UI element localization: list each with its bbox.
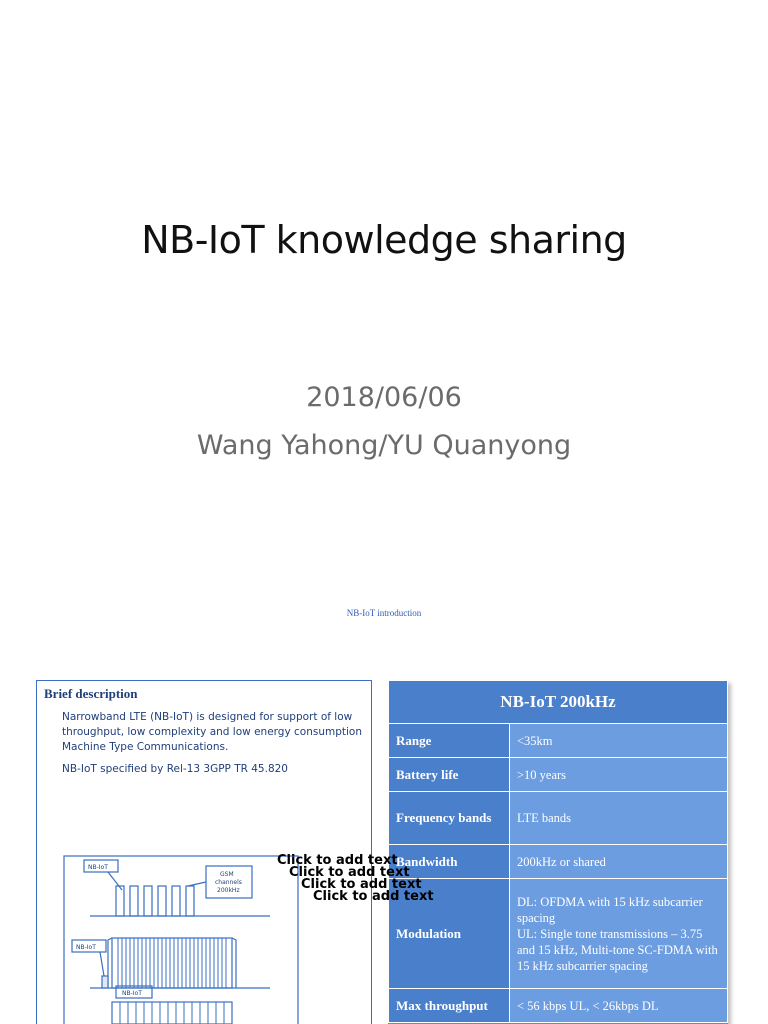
table-row (389, 758, 728, 792)
row-key-modulation: Modulation (389, 879, 510, 989)
row-value-bandwidth: 200kHz or shared (510, 845, 728, 879)
table-row (389, 879, 728, 989)
text-placeholder-1[interactable]: Click to add text (277, 853, 398, 868)
table-row (389, 845, 728, 879)
row-key-range: Range (389, 724, 510, 758)
table-row (389, 989, 728, 1023)
slide-authors: Wang Yahong/YU Quanyong (196, 430, 572, 461)
table-header: NB-IoT 200kHz (389, 681, 728, 724)
row-key-bandwidth: Bandwidth (389, 845, 510, 879)
modulation-dl: DL: OFDMA with 15 kHz subcarrier spacing (517, 894, 703, 925)
spec-table-panel (388, 680, 728, 1024)
modulation-ul: UL: Single tone transmissions – 3.75 and 15 kHz, Multi-tone SC-FDMA with 15 kHz subcarrier spacing (517, 926, 718, 973)
slide-date: 2018/06/06 (306, 382, 462, 413)
spec-table (388, 680, 728, 1023)
brief-paragraph-1: Narrowband LTE (NB-IoT) is designed for support of low throughput, low complexity and low energy consumption Machine Type Communications. (62, 711, 362, 753)
section-link[interactable]: NB-IoT introduction (346, 608, 422, 618)
brief-paragraph-2: NB-IoT specified by Rel-13 3GPP TR 45.820 (62, 763, 288, 775)
diagram-label-gsm-1: GSM (220, 871, 234, 878)
spectrum-diagram (60, 852, 300, 1024)
text-placeholder-4[interactable]: Click to add text (313, 889, 434, 904)
row-key-battery: Battery life (389, 758, 510, 792)
row-value-battery: >10 years (510, 758, 728, 792)
diagram-label-gsm-2: channels (215, 879, 242, 886)
table-row (389, 724, 728, 758)
row-value-range: <35km (510, 724, 728, 758)
slide-title: NB-IoT knowledge sharing (141, 218, 627, 262)
row-key-throughput: Max throughput (389, 989, 510, 1023)
row-key-frequency: Frequency bands (389, 792, 510, 845)
row-value-throughput: < 56 kbps UL, < 26kbps DL (510, 989, 728, 1023)
diagram-label-nbiot-2: NB-IoT (76, 944, 96, 951)
text-placeholder-3[interactable]: Click to add text (301, 877, 422, 892)
table-row (389, 792, 728, 845)
diagram-label-nbiot-1: NB-IoT (88, 864, 108, 871)
brief-description-heading: Brief description (44, 686, 138, 701)
row-value-frequency: LTE bands (510, 792, 728, 845)
diagram-label-gsm-3: 200kHz (217, 887, 240, 894)
text-placeholder-2[interactable]: Click to add text (289, 865, 410, 880)
diagram-label-nbiot-3: NB-IoT (122, 990, 142, 997)
row-value-modulation (510, 879, 728, 989)
